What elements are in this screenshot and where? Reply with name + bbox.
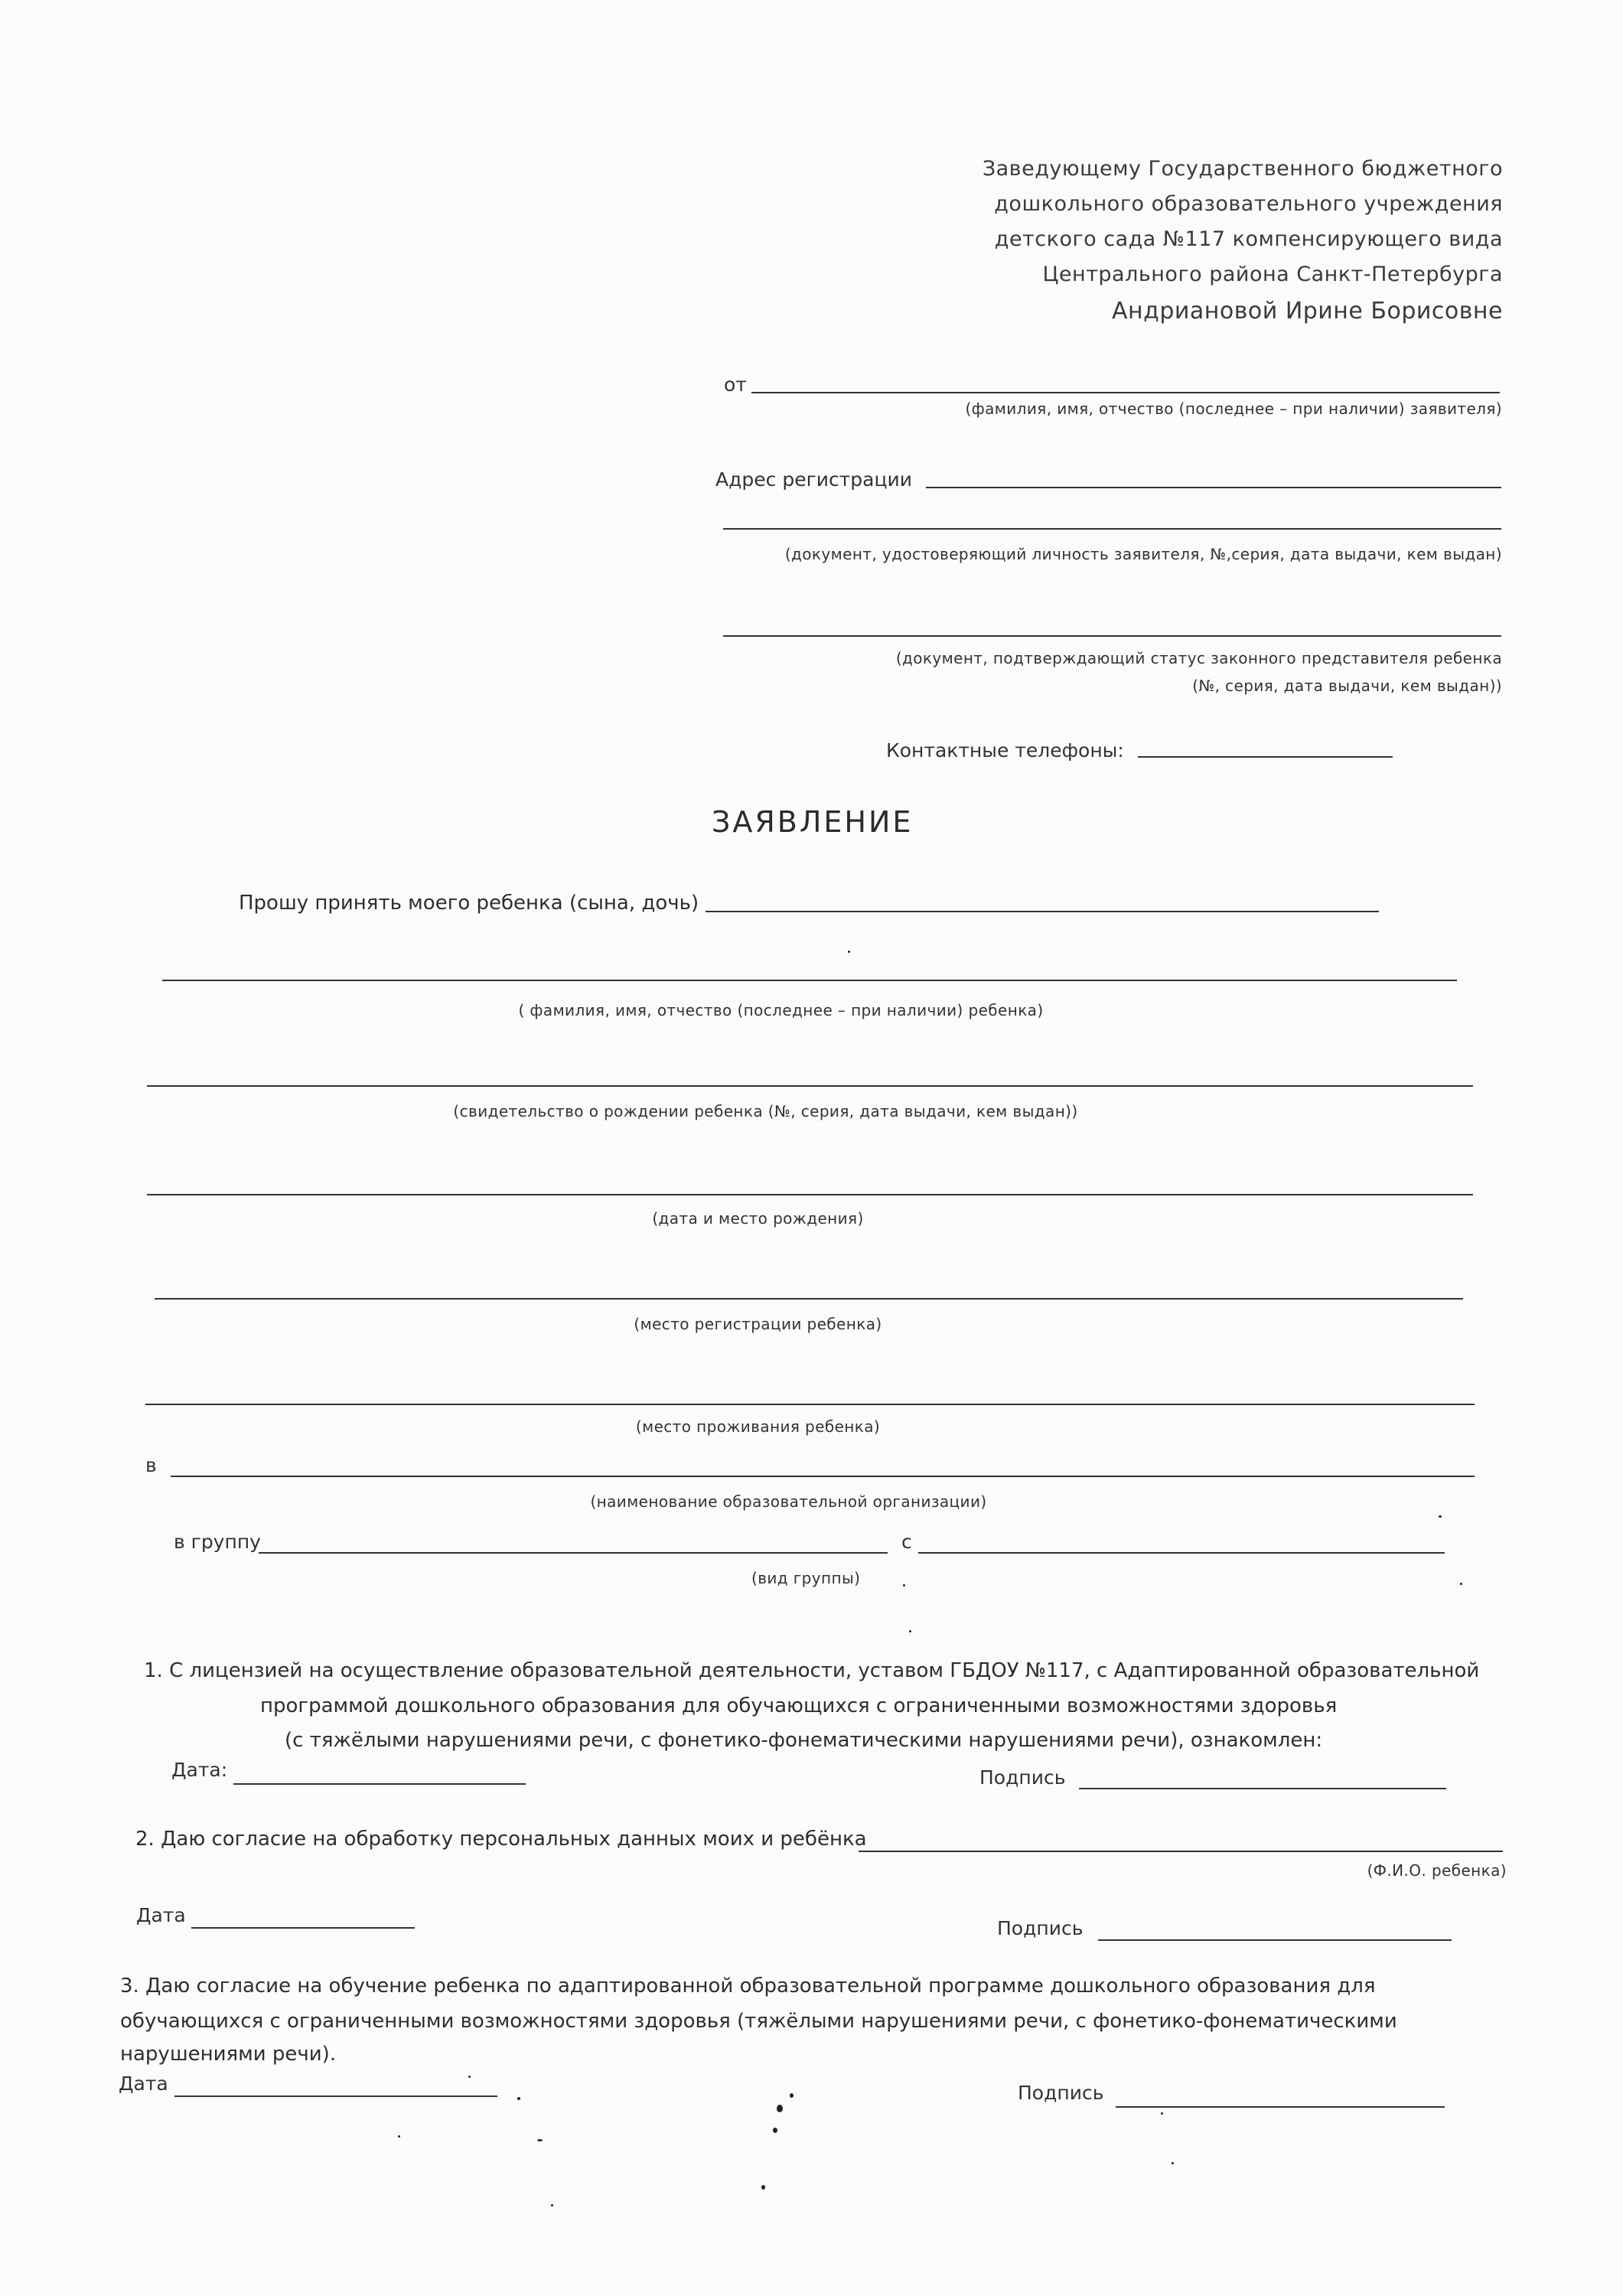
clause1-line1: 1. С лицензией на осуществление образовательной деятельности, уставом ГБДОУ №117, с Адаптированной образовательной xyxy=(144,1659,1480,1682)
from-label: от xyxy=(724,373,747,396)
status-document-field[interactable] xyxy=(723,635,1501,637)
phones-field[interactable] xyxy=(1138,756,1393,758)
addressee-line-2: дошкольного образовательного учреждения xyxy=(994,192,1503,216)
phones-label: Контактные телефоны: xyxy=(886,739,1124,762)
status-document-caption-2: (№, серия, дата выдачи, кем выдан)) xyxy=(1192,677,1502,695)
request-intro: Прошу принять моего ребенка (сына, дочь) xyxy=(239,892,699,915)
clause3-signature-field[interactable] xyxy=(1116,2106,1445,2108)
child-name-field[interactable] xyxy=(162,980,1457,981)
clause1-signature-field[interactable] xyxy=(1079,1788,1446,1789)
applicant-name-caption: (фамилия, имя, отчество (последнее – при наличии) заявителя) xyxy=(965,400,1502,418)
clause1-line2: программой дошкольного образования для обучающихся с ограниченными возможностями здоровья xyxy=(260,1694,1338,1717)
clause3-line1: 3. Даю согласие на обучение ребенка по адаптированной образовательной программе дошкольного образования для xyxy=(120,1975,1376,1998)
addressee-line-4: Центрального района Санкт-Петербурга xyxy=(1042,263,1503,286)
document-title: ЗАЯВЛЕНИЕ xyxy=(712,805,914,839)
clause3-date-label: Дата xyxy=(119,2073,168,2095)
organization-field[interactable] xyxy=(171,1476,1475,1477)
addressee-line-3: детского сада №117 компенсирующего вида xyxy=(994,227,1503,251)
clause2-sign-label: Подпись xyxy=(997,1917,1084,1939)
group-field[interactable] xyxy=(259,1552,888,1554)
address-field-1[interactable] xyxy=(926,487,1501,488)
child-field-start[interactable] xyxy=(706,911,1379,912)
residence-field[interactable] xyxy=(145,1404,1475,1405)
birth-certificate-caption: (свидетельство о рождении ребенка (№, серия, дата выдачи, кем выдан)) xyxy=(453,1102,1078,1120)
clause3-line3: нарушениями речи). xyxy=(120,2043,337,2066)
birth-date-place-caption: (дата и место рождения) xyxy=(652,1209,864,1228)
address-label: Адрес регистрации xyxy=(715,468,912,491)
organization-caption: (наименование образовательной организации) xyxy=(590,1492,987,1511)
addressee-name: Андриановой Ирине Борисовне xyxy=(1111,298,1503,325)
child-name-caption: ( фамилия, имя, отчество (последнее – при наличии) ребенка) xyxy=(518,1001,1044,1019)
group-caption: (вид группы) xyxy=(751,1569,861,1587)
clause1-line3: (с тяжёлыми нарушениями речи, с фонетико-фонематическими нарушениями речи), ознакомлен: xyxy=(285,1729,1323,1752)
clause2-date-field[interactable] xyxy=(191,1927,415,1929)
child-fio-field[interactable] xyxy=(859,1851,1503,1852)
clause1-date-label: Дата: xyxy=(171,1759,228,1781)
addressee-line-1: Заведующему Государственного бюджетного xyxy=(982,157,1503,181)
clause1-date-field[interactable] xyxy=(233,1783,526,1785)
clause3-sign-label: Подпись xyxy=(1018,2082,1104,2104)
child-fio-caption: (Ф.И.О. ребенка) xyxy=(1367,1861,1507,1880)
clause2-date-label: Дата xyxy=(136,1904,186,1926)
clause3-line2: обучающихся с ограниченными возможностями здоровья (тяжёлыми нарушениями речи, с фонетико-фонематическими xyxy=(120,2010,1397,2033)
status-document-caption-1: (документ, подтверждающий статус законного представителя ребенка xyxy=(895,649,1502,667)
registration-caption: (место регистрации ребенка) xyxy=(634,1315,882,1333)
clause3-date-field[interactable] xyxy=(174,2095,497,2097)
clause2-text: 2. Даю согласие на обработку персональных данных моих и ребёнка xyxy=(135,1828,867,1851)
start-date-field[interactable] xyxy=(918,1552,1445,1554)
birth-date-place-field[interactable] xyxy=(147,1194,1473,1195)
birth-certificate-field[interactable] xyxy=(147,1085,1473,1087)
applicant-name-field[interactable] xyxy=(751,392,1500,393)
clause1-sign-label: Подпись xyxy=(979,1766,1066,1789)
from-date-label: с xyxy=(901,1531,912,1553)
clause2-signature-field[interactable] xyxy=(1098,1939,1452,1941)
residence-caption: (место проживания ребенка) xyxy=(635,1417,881,1436)
group-label: в группу xyxy=(174,1531,261,1553)
registration-field[interactable] xyxy=(155,1298,1463,1300)
address-field-2[interactable] xyxy=(723,528,1501,530)
in-label: в xyxy=(145,1454,157,1476)
id-document-caption: (документ, удостоверяющий личность заявителя, №,серия, дата выдачи, кем выдан) xyxy=(784,545,1502,563)
